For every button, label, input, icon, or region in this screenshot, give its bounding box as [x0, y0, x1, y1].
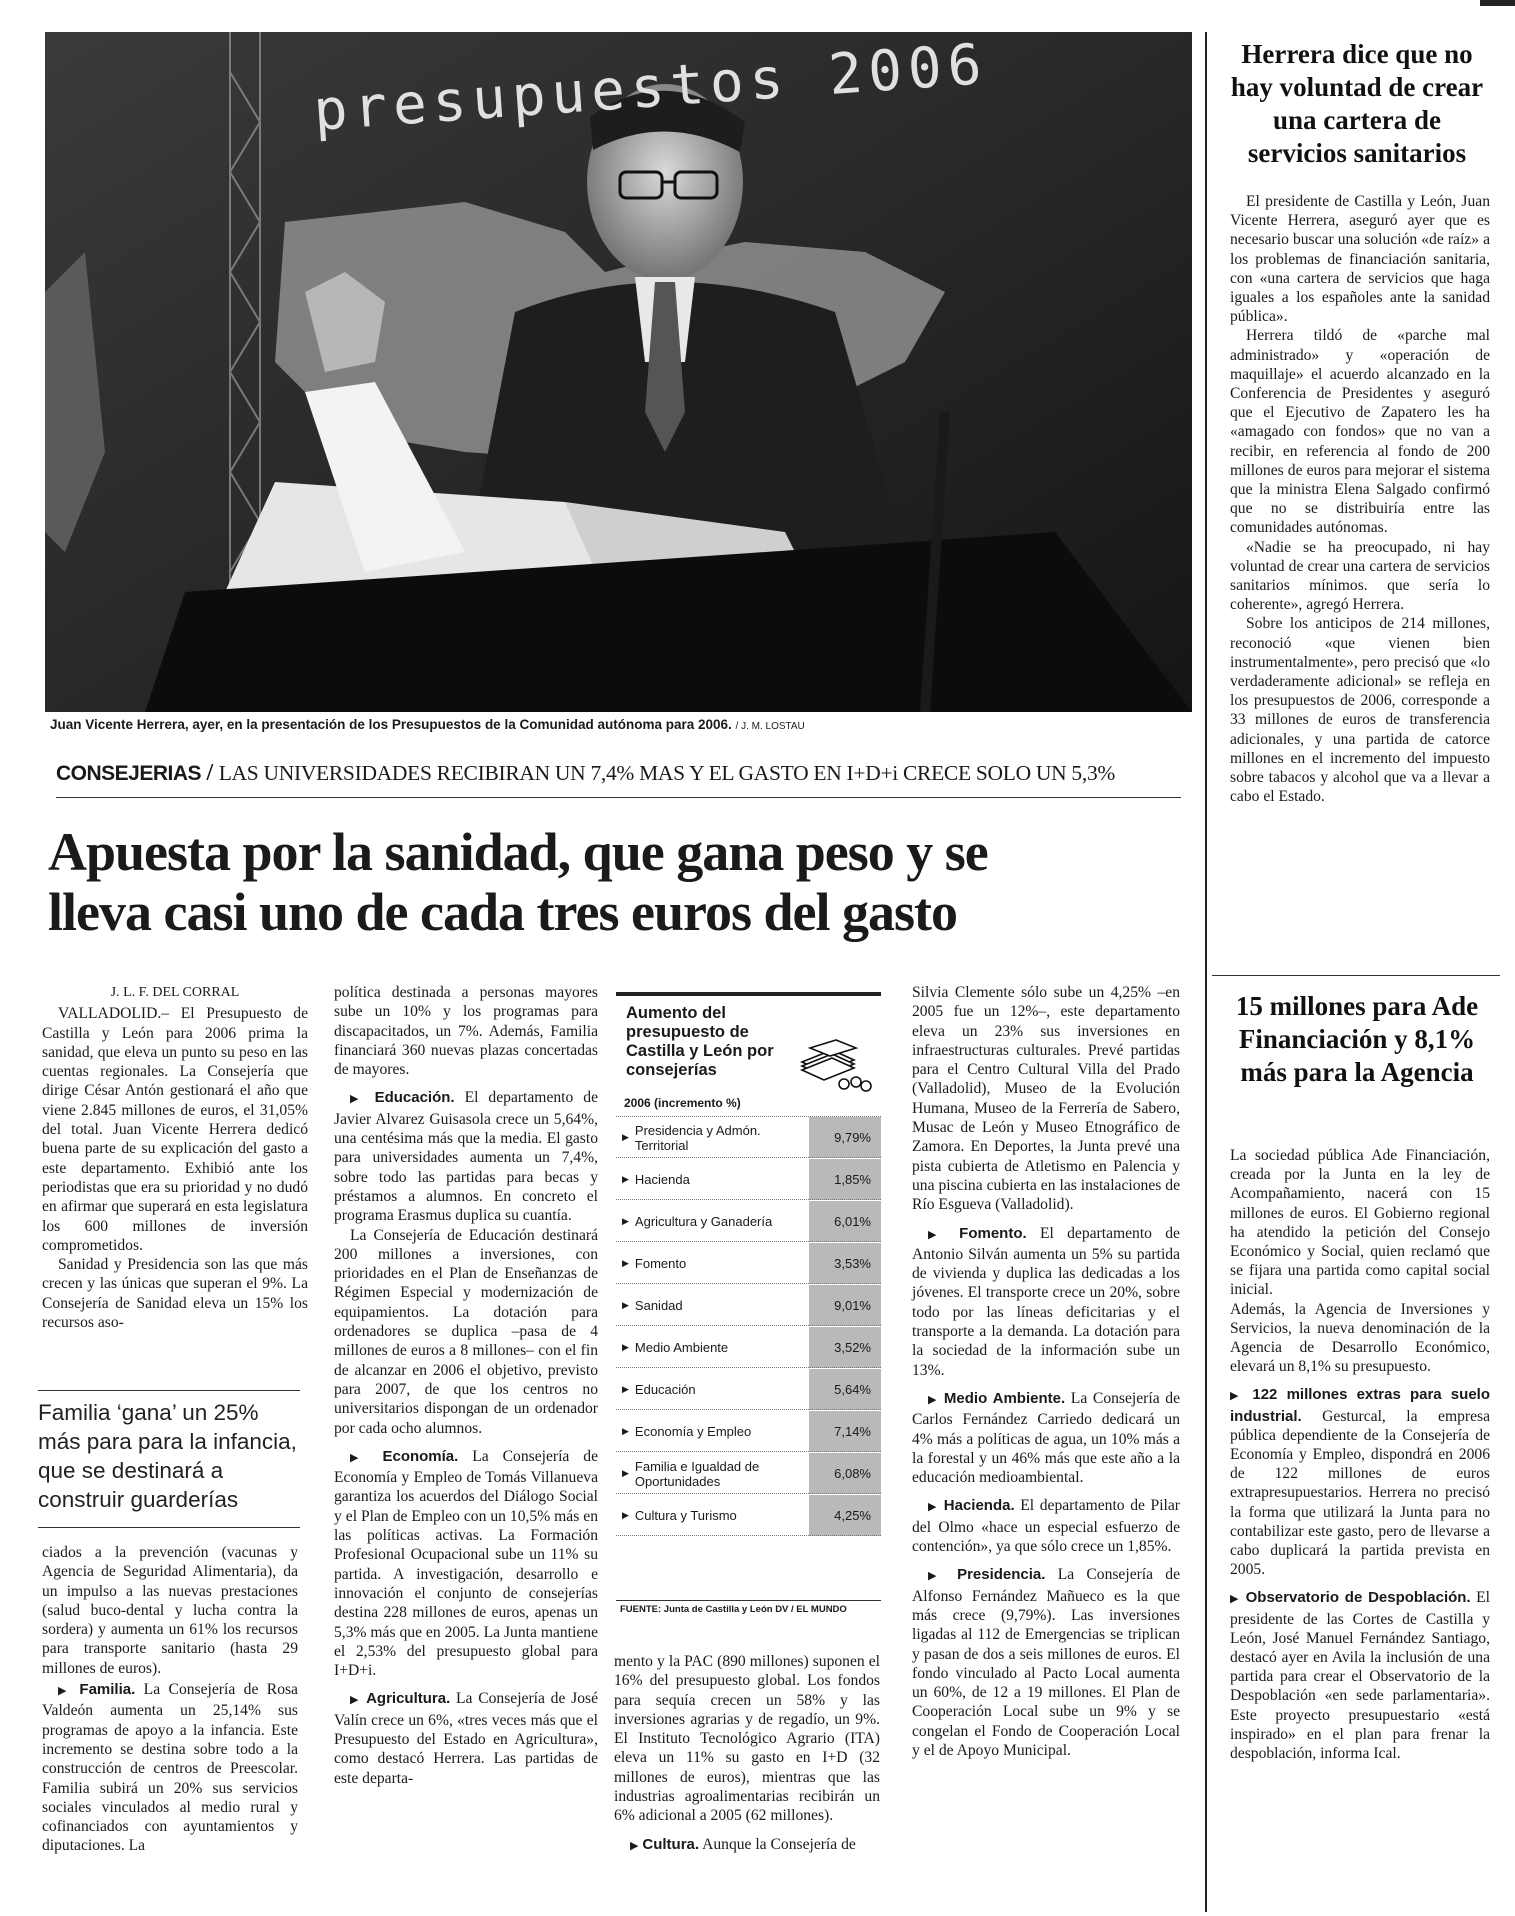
sidebar2-p1: La sociedad pública Ade Financiación, creada por la Junta en la ley de Acompañamiento, nacerá con 15 millones de euros. El Gobierno regional ha atendido la petición del Consejo Económico y Social, quien reclamó que se fijara una partida como capital social inicial. [1230, 1147, 1490, 1299]
column-4 [912, 983, 1180, 1760]
familia-lead: Familia. [79, 1681, 136, 1699]
sidebar-story-1 [1230, 192, 1490, 807]
chart-row-separator [616, 1493, 881, 1494]
sidebar-headline-2: 15 millones para Ade Financiación y 8,1% más para la Agencia [1235, 991, 1479, 1087]
chart-header [616, 992, 881, 1094]
chart-row [616, 1411, 881, 1452]
bullet-icon: ▶ [928, 1228, 946, 1241]
bullet-icon: ▶ [630, 1839, 639, 1852]
chart-row [616, 1159, 881, 1200]
sidebar1-p2: Herrera tildó de «parche mal administrado» y «operación de maquillaje» el acuerdo alcanzado en la Conferencia de Presidentes y aseguró que el Ejecutivo de Zapatero les ha «amagado con fondos» que no van a recibir, en referencia al fondo de 200 millones de euros para mejorar el sistema que la ministra Elena Salgado confirmó que no se distribuiría entre las comunidades autónomas. [1230, 327, 1490, 537]
economia-text: La Consejería de Economía y Empleo de Tomás Villanueva garantiza los acuerdos del Diálogo Social y el Plan de Empleo con un 10,5% más en las políticas activas. La Formación Profesional Ocupacional sube un 11% su partida. A investigación, desarrollo e innovación el conjunto de consejerías destina 228 millones de euros, apenas un 5,3% más que en 2005. La Junta mantiene el 2,53% del presupuesto global para I+D+i. [334, 1447, 599, 1680]
chart-category: Familia e Igualdad de Oportunidades [634, 1458, 760, 1489]
presidencia-lead: Presidencia. [957, 1566, 1046, 1584]
sidebar2-p2: Además, la Agencia de Inversiones y Servicios, la nueva denominación de la Agencia de Desarrollo Económico, elevará un 8,1% su presupuesto. [1230, 1300, 1490, 1376]
chart-row-label [622, 1369, 810, 1410]
chart-row-separator [616, 1241, 881, 1242]
sidebar-divider [1205, 32, 1207, 1912]
caption-text: Juan Vicente Herrera, ayer, en la presentación de los Presupuestos de la Comunidad autónoma para 2006. [50, 717, 732, 732]
observatorio-text: El presidente de las Cortes de Castilla y León, José Manuel Fernández Santiago, destacó ayer en Avila la inclusión de una partida para crear el Observatorio de la Despoblación «en sede parlamentaria». Este proyecto presupuestario «está inspirado» en el plan para frenar la despoblación, informa Ical. [1230, 1589, 1490, 1763]
sidebar1-p4: Sobre los anticipos de 214 millones, reconoció «que vienen bien instrumentalmente», pero precisó que «lo verdaderamente adicional» se refleja en los presupuestos de 2006, corresponde a 33 millones de euros de transferencia adicionales, y una partida de catorce millones en el incremento del impuesto sobre tabacos y alcohol que va a llevar a cabo el Estado. [1230, 615, 1490, 806]
bullet-icon: ▶ [622, 1258, 629, 1268]
column-2 [334, 983, 598, 1788]
chart-row [616, 1117, 881, 1158]
bullet-icon: ▶ [928, 1393, 939, 1406]
bullet-icon: ▶ [1230, 1593, 1241, 1606]
bullet-icon: ▶ [350, 1694, 361, 1707]
byline: J. L. F. DEL CORRAL [110, 985, 240, 1000]
chart-value: 6,01% [809, 1201, 881, 1242]
sidebar-story-2 [1230, 1146, 1490, 1763]
kicker-slash: / [206, 760, 214, 786]
suelo-lead: 122 millones extras para suelo industrial. [1230, 1386, 1490, 1425]
chart-category: Cultura y Turismo [634, 1508, 737, 1523]
bullet-icon: ▶ [1230, 1390, 1244, 1403]
familia-text: La Consejería de Rosa Valdeón aumenta un 25,14% sus programas de apoyo a la infancia. Este incremento se destina sobre todo a la construcción de centros de Preescolar. Familia subirá un 20% sus servicios sociales vinculados al medio rural y cofinanciados con ayuntamientos y diputaciones. La [42, 1681, 298, 1855]
chart-value: 7,14% [809, 1411, 881, 1452]
chart-value: 6,08% [809, 1453, 881, 1494]
bullet-icon: ▶ [928, 1501, 939, 1514]
headline [48, 822, 1198, 942]
chart-value: 4,25% [809, 1495, 881, 1536]
fomento-text: El departamento de Antonio Silván aumenta un 5% su partida de vivienda y duplica las dedicadas a los jóvenes. El transporte crece un 20%, sobre todo por las líneas deficitarias y el transporte a la demanda. La dotación para la sociedad de la información sube un 13%. [912, 1224, 1180, 1379]
bullet-icon: ▶ [622, 1300, 629, 1310]
bullet-icon: ▶ [622, 1132, 629, 1142]
chart-row-label [622, 1453, 810, 1494]
hacienda-lead: Hacienda. [943, 1497, 1015, 1515]
headline-line2: lleva casi uno de cada tres euros del gasto [48, 882, 957, 942]
chart-row-label [622, 1285, 810, 1326]
chart-category: Hacienda [634, 1172, 690, 1187]
medio-ambiente-lead: Medio Ambiente. [943, 1389, 1066, 1407]
observatorio-lead: Observatorio de Despoblación. [1245, 1589, 1471, 1607]
chart-row-label [622, 1117, 810, 1158]
chart-row-separator [616, 1409, 881, 1410]
kicker [56, 760, 1181, 792]
chart-source-rule [616, 1600, 881, 1601]
photo-illustration [45, 32, 1192, 712]
chart-category: Presidencia y Admón. Territorial [634, 1122, 761, 1153]
chart-value: 5,64% [809, 1369, 881, 1410]
suelo-text: Gesturcal, la empresa pública dependiente de la Consejería de Economía y Empleo, dispondrá en 2006 de 122 millones de euros extrapresupuestarios. Herrera no precisó la forma que utilizará la Junta para no contabilizar este gasto, pero de llevarse a cabo duplicará la partida prevista en 2005. [1230, 1407, 1490, 1579]
bullet-icon: ▶ [350, 1093, 365, 1106]
column-1 [42, 983, 308, 1332]
photo-caption [50, 717, 1200, 732]
chart-row [616, 1285, 881, 1326]
chart-category: Agricultura y Ganadería [634, 1214, 773, 1229]
bullet-icon: ▶ [622, 1216, 629, 1226]
news-photo [45, 32, 1192, 712]
kicker-section: CONSEJERIAS [56, 762, 202, 785]
hacienda-text: El departamento de Pilar del Olmo «hace un especial esfuerzo de contención», ya que sólo crece un 1,85%. [912, 1497, 1180, 1556]
chart-value: 1,85% [809, 1159, 881, 1200]
col2-p2: La Consejería de Educación destinará 200 millones a inversiones, con prioridades en el Plan de Enseñanzas de Régimen Especial y modernización de equipamientos. La dotación para ordenadores se duplica –pasa de 4 millones de euros a 8 millones– con el fin de alcanzar en 2006 el objetivo, previsto para 2007, de que los centros no universitarios dispongan de un ordenador por cada ocho alumnos. [334, 1226, 598, 1437]
chart-row-separator [616, 1325, 881, 1326]
banknotes-icon [796, 1036, 876, 1092]
pullquote-rule-top [38, 1390, 300, 1391]
fomento-lead: Fomento. [959, 1224, 1027, 1242]
column-3-bottom [614, 1652, 880, 1856]
bullet-icon: ▶ [622, 1342, 629, 1352]
chart-subtitle: 2006 (incremento %) [624, 1096, 741, 1110]
bullet-icon: ▶ [622, 1384, 629, 1394]
educacion-lead: Educación. [374, 1089, 455, 1107]
economia-lead: Economía. [382, 1447, 459, 1465]
chart-category: Medio Ambiente [634, 1340, 729, 1355]
chart-row-label [622, 1159, 810, 1200]
chart-row-label [622, 1327, 810, 1368]
chart-value: 9,79% [809, 1117, 881, 1158]
pullquote-rule-bottom [38, 1527, 300, 1528]
agricultura-text: La Consejería de José Valín crece un 6%, «tres veces más que el Presupuesto del Estado en Agricultura», como destacó Herrera. Las partidas de este departa- [334, 1690, 598, 1787]
bullet-icon: ▶ [622, 1510, 629, 1520]
column-1-bottom [42, 1543, 298, 1856]
chart-row-label [622, 1243, 810, 1284]
kicker-text: LAS UNIVERSIDADES RECIBIRAN UN 7,4% MAS Y EL GASTO EN I+D+i CRECE SOLO UN 5,3% [218, 761, 1116, 785]
chart-row-separator [616, 1199, 881, 1200]
chart-row-label [622, 1411, 810, 1452]
chart-category: Educación [634, 1382, 696, 1397]
bullet-icon: ▶ [622, 1468, 629, 1478]
cultura-text: Aunque la Consejería de [699, 1835, 856, 1853]
chart-value: 3,53% [809, 1243, 881, 1284]
dateline: VALLADOLID.– [58, 1005, 170, 1023]
chart-row [616, 1495, 881, 1536]
chart-category: Sanidad [634, 1298, 683, 1313]
chart-row-label [622, 1495, 810, 1536]
bullet-icon: ▶ [58, 1685, 71, 1698]
sidebar-rule [1212, 975, 1500, 976]
bullet-icon: ▶ [350, 1451, 369, 1464]
chart-source: FUENTE: Junta de Castilla y León DV / EL MUNDO [620, 1604, 847, 1615]
headline-line1: Apuesta por la sanidad, que gana peso y se [48, 822, 988, 882]
bullet-icon: ▶ [622, 1426, 629, 1436]
agricultura-lead: Agricultura. [366, 1690, 451, 1708]
col1-p2: Sanidad y Presidencia son las que más crecen y las únicas que superan el 9%. La Consejería de Sanidad eleva un 15% los recursos aso- [42, 1256, 308, 1332]
chart-row [616, 1243, 881, 1284]
budget-table-chart [616, 992, 881, 1622]
medio-ambiente-text: La Consejería de Carlos Fernández Carriedo dedicará un 4% más a políticas de agua, un 10% más a la forestal y un 46% más que este año a la educación medioambiental. [912, 1389, 1180, 1487]
sidebar1-p3: «Nadie se ha preocupado, ni hay voluntad de crear una cartera de servicios sanitarios mínimos. que sería lo coherente», agregó Herrera. [1230, 538, 1490, 614]
educacion-text: El departamento de Javier Alvarez Guisasola crece un 5,64%, una centésima más que la media. El gasto para universidades aumenta un 7,4%, sobre todo las partidas para becas y préstamos a alumnos. En concreto el programa Erasmus duplica su cuantía. [334, 1089, 598, 1225]
chart-row [616, 1453, 881, 1494]
presidencia-text: La Consejería de Alfonso Fernández Mañueco es la que más crece (9,79%). Las inversiones ligadas al 112 de Emergencias se triplican y pasan de dos a seis millones de euros. El fondo vinculado al Pacto Local aumenta un 60%, de 12 a 19 millones. El Plan de Cooperación Local sube un 9% y se congelan el Fondo de Cooperación Local y el de Apoyo Municipal. [912, 1566, 1181, 1759]
chart-row-separator [616, 1367, 881, 1368]
chart-value: 3,52% [809, 1327, 881, 1368]
chart-row [616, 1201, 881, 1242]
backdrop-text: presupuestos 2006 [311, 32, 990, 144]
chart-row-separator [616, 1283, 881, 1284]
chart-row [616, 1369, 881, 1410]
photo-credit: / J. M. LOSTAU [735, 721, 805, 732]
chart-row-label [622, 1201, 810, 1242]
kicker-rule [56, 797, 1181, 798]
bullet-icon: ▶ [928, 1570, 945, 1583]
bullet-icon: ▶ [622, 1174, 629, 1184]
chart-category: Fomento [634, 1256, 687, 1271]
sidebar-headline-1: Herrera dice que no hay voluntad de crear una cartera de servicios sanitarios [1230, 39, 1484, 168]
chart-value: 9,01% [809, 1285, 881, 1326]
chart-row-separator [616, 1535, 881, 1536]
chart-title: Aumento del presupuesto de Castilla y León por consejerías [626, 1004, 774, 1079]
col4-p1: Silvia Clemente sólo sube un 4,25% –en 2005 fue un 12%–, este departamento eleva un 23% sus inversiones en infraestructuras culturales. Prevé partidas para el Centro Cultural Villa del Prado (Valladolid), Museo de la Evolución Humana, Museo de la Ferrería de Sabero, Musac de León y Museo Etnográfico de Zamora. En Deportes, la Junta prevé una pista cubierta de Atletismo en Palencia y una piscina cubierta en las instalaciones de Río Esgueva (Valladolid). [912, 984, 1180, 1214]
chart-row-separator [616, 1451, 881, 1452]
sidebar1-p1: El presidente de Castilla y León, Juan Vicente Herrera, aseguró ayer que es necesario buscar una solución «de raíz» a los problemas de financiación sanitaria, con «una cartera de servicios que haga iguales a los españoles ante la sanidad pública». [1230, 193, 1490, 326]
col2-p1: política destinada a personas mayores sube un 10% y los programas para discapacitados, un 7%. Además, Familia financiará 360 nuevas plazas concertadas de mayores. [334, 984, 598, 1079]
cultura-lead: Cultura. [642, 1835, 700, 1853]
corner-mark [1480, 0, 1515, 6]
chart-rows [616, 1117, 881, 1537]
chart-row-separator [616, 1157, 881, 1158]
pullquote: Familia ‘gana’ un 25% más para para la infancia, que se destinará a construir guarderías [38, 1400, 297, 1512]
col1-p3: ciados a la prevención (vacunas y Agencia de Seguridad Alimentaria), da un impulso a las nuevas prestaciones (salud buco-dental y lucha contra la sordera) y aumenta un 61% los recursos para transporte sanitario (hasta 29 millones de euros). [42, 1544, 298, 1677]
col1-p1: El Presupuesto de Castilla y León para 2006 prima la sanidad, que eleva un punto su peso en las cuentas regionales. La Consejería que dirige César Antón gestionará el año que viene 2.845 millones de euros, el 31,05% del total. Juan Vicente Herrera dedicó buena parte de su explicación del gasto a este departamento. Exhibió ante los periodistas que era su prioridad y no dudó en afirmar que superará en esta legislatura los 600 millones de inversión comprometidos. [42, 1005, 308, 1254]
col3-p1: mento y la PAC (890 millones) suponen el 16% del presupuesto global. Los fondos para sequía crecen un 58% y las inversiones agrarias y de regadío, un 9%. El Instituto Tecnológico Agrario (ITA) eleva un 11% su gasto en I+D (32 millones de euros), mientras que las industrias agroalimentarias recibirán un 6% adicional a 2005 (62 millones). [614, 1653, 880, 1825]
chart-row [616, 1327, 881, 1368]
chart-category: Economía y Empleo [634, 1424, 752, 1439]
